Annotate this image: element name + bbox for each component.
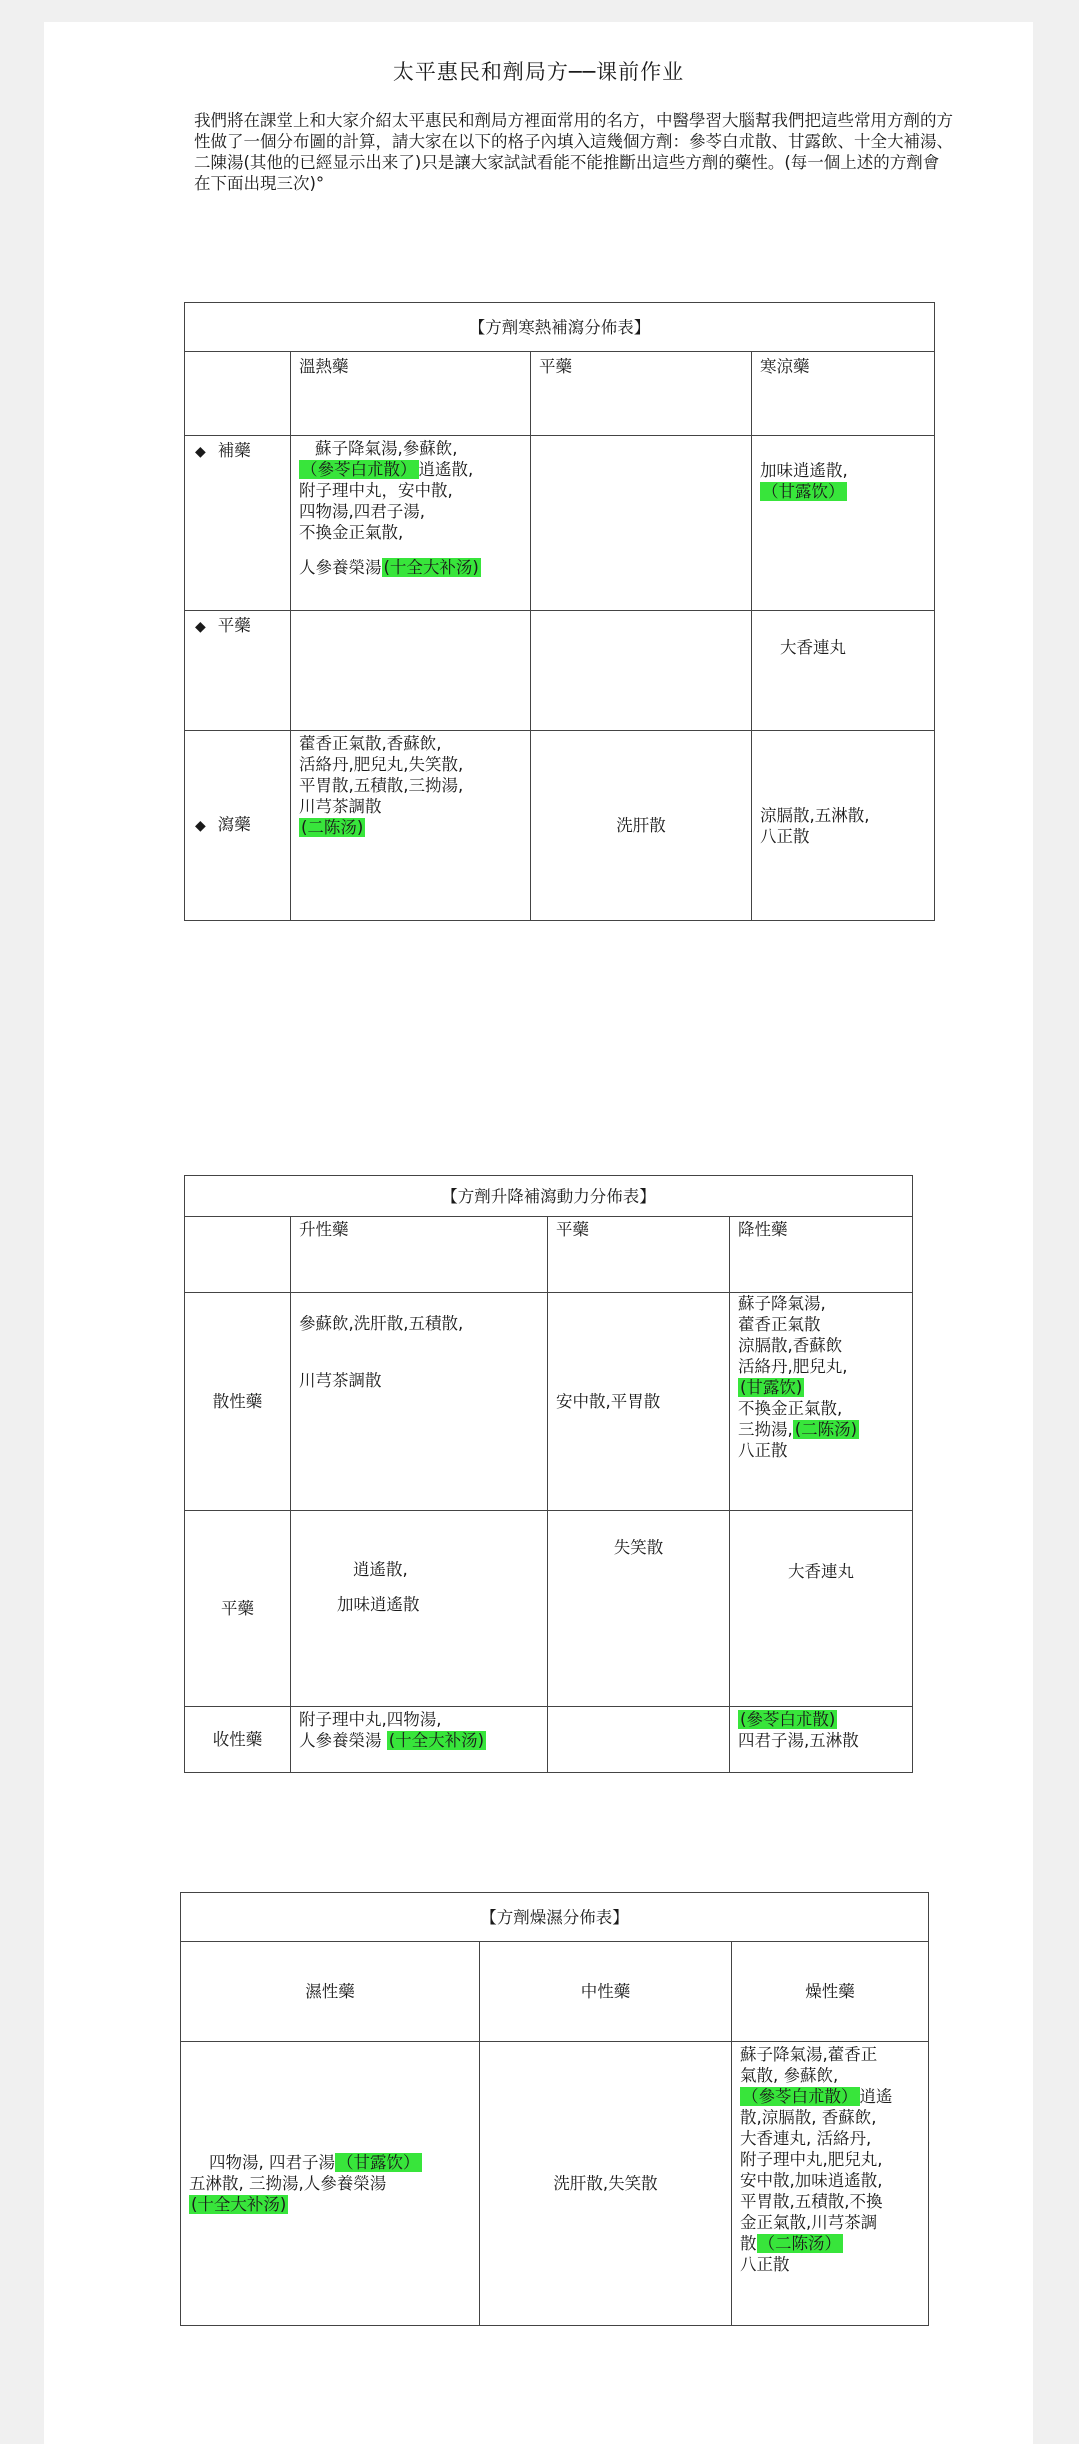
- highlight-erchen: （二陈汤）: [758, 2234, 841, 2253]
- table3-col-mid: 中性藥: [480, 1942, 732, 2042]
- table3-cell-mid: 洗肝散,失笑散: [480, 2042, 732, 2326]
- table1-cell-xie-warm: 藿香正氣散,香蘇飲, 活絡丹,肥兒丸,失笑散, 平胃散,五積散,三拗湯, 川芎茶調散 (二陈汤): [291, 731, 531, 921]
- document-page: [44, 22, 1033, 2444]
- table1-cell-ping-cold: 大香連丸: [752, 611, 935, 731]
- table2-row-label-shou: 收性藥: [185, 1707, 291, 1773]
- table2-cell-shou-up: 附子理中丸,四物湯, 人參養榮湯 (十全大补汤): [291, 1707, 548, 1773]
- table-dry-wet: [180, 1892, 929, 2326]
- intro-paragraph: 我們將在課堂上和大家介紹太平惠民和劑局方裡面常用的名方，中醫學習大腦幫我們把這些常用方劑的方性做了一個分布圖的計算，請大家在以下的格子內填入這幾個方劑：參苓白朮散、甘露飲、十全大補湯、二陳湯(其他的已經显示出来了)只是讓大家試試看能不能推斷出這些方劑的藥性。(每一個上述的方劑會在下面出現三次)°: [194, 111, 953, 193]
- table3-caption: 【方劑燥濕分佈表】: [181, 1893, 929, 1942]
- table2-cell-ping-up: 逍遙散, 加味逍遙散: [291, 1511, 548, 1707]
- highlight-shenling: （參苓白朮散）: [301, 460, 417, 479]
- table1-cell-xie-cold: 涼膈散,五淋散, 八正散: [752, 731, 935, 921]
- table2-caption: 【方劑升降補瀉動力分佈表】: [185, 1176, 913, 1217]
- table3-cell-dry: 蘇子降氣湯,藿香正 氣散, 參蘇飲, （參苓白朮散） 逍遙 散,涼膈散, 香蘇飲, 大香連丸, 活絡丹, 附子理中丸,肥兒丸, 安中散,加味逍遙散, 平胃散,五積散,不換 金正氣散,川芎茶調 散 （二陈汤） 八正散: [732, 2042, 929, 2326]
- table1-row-label-ping: ◆ 平藥: [185, 611, 291, 731]
- table1-row-label-xie: ◆ 瀉藥: [185, 731, 291, 921]
- table3-col-wet: 濕性藥: [181, 1942, 480, 2042]
- table1-caption: 【方劑寒熱補瀉分佈表】: [185, 303, 935, 352]
- table1-cell-bu-warm: 蘇子降氣湯,參蘇飲, （參苓白朮散） 逍遙散, 附子理中丸，安中散, 四物湯,四君子湯, 不換金正氣散, 人參養榮湯 (十全大补汤): [291, 436, 531, 611]
- table-cold-hot-tonify-drain: [184, 302, 935, 921]
- highlight-shiquan: (十全大补汤): [388, 1731, 485, 1750]
- table2-cell-ping-down: 大香連丸: [730, 1511, 913, 1707]
- table2-col-up: 升性藥: [291, 1217, 548, 1293]
- table2-cell-ping-neutral: 失笑散: [548, 1511, 730, 1707]
- table2-row-label-ping: 平藥: [185, 1511, 291, 1707]
- highlight-ganlu: （甘露饮）: [337, 2153, 420, 2172]
- highlight-shiquan: (十全大补汤): [191, 2195, 287, 2214]
- table1-col-warm: 溫熱藥: [291, 352, 531, 436]
- table3-cell-wet: 四物湯, 四君子湯 （甘露饮） 五淋散, 三拗湯,人參養榮湯 (十全大补汤): [181, 2042, 480, 2326]
- table2-cell-san-neutral: 安中散,平胃散: [548, 1293, 730, 1511]
- table2-cell-shou-down: (參苓白朮散) 四君子湯,五淋散: [730, 1707, 913, 1773]
- table3-col-dry: 燥性藥: [732, 1942, 929, 2042]
- highlight-ganlu: (甘露饮): [740, 1378, 803, 1397]
- table1-col-cold: 寒涼藥: [752, 352, 935, 436]
- table1-col-neutral: 平藥: [531, 352, 752, 436]
- table1-row-label-bu: ◆ 補藥: [185, 436, 291, 611]
- highlight-shenling: （參苓白朮散）: [742, 2087, 858, 2106]
- table2-row-label-san: 散性藥: [185, 1293, 291, 1511]
- table-ascend-descend: [184, 1175, 913, 1773]
- table2-cell-san-down: 蘇子降氣湯, 藿香正氣散 涼膈散,香蘇飲 活絡丹,肥兒丸, (甘露饮) 不換金正氣散, 三拗湯, (二陈汤) 八正散: [730, 1293, 913, 1511]
- highlight-shiquan: (十全大补汤): [383, 558, 479, 577]
- table1-cell-bu-cold: 加味逍遙散, （甘露饮）: [752, 436, 935, 611]
- table2-cell-san-up: 參蘇飲,洗肝散,五積散, 川芎茶調散: [291, 1293, 548, 1511]
- page-title: 太平惠民和劑局方──课前作业: [392, 60, 685, 84]
- table2-col-down: 降性藥: [730, 1217, 913, 1293]
- highlight-erchen: (二陈汤): [301, 818, 364, 837]
- highlight-ganlu: （甘露饮）: [762, 482, 845, 501]
- highlight-erchen: (二陈汤): [794, 1420, 858, 1439]
- table2-col-neutral: 平藥: [548, 1217, 730, 1293]
- table1-cell-xie-neutral: 洗肝散: [531, 731, 752, 921]
- highlight-shenling: (參苓白朮散): [740, 1710, 836, 1729]
